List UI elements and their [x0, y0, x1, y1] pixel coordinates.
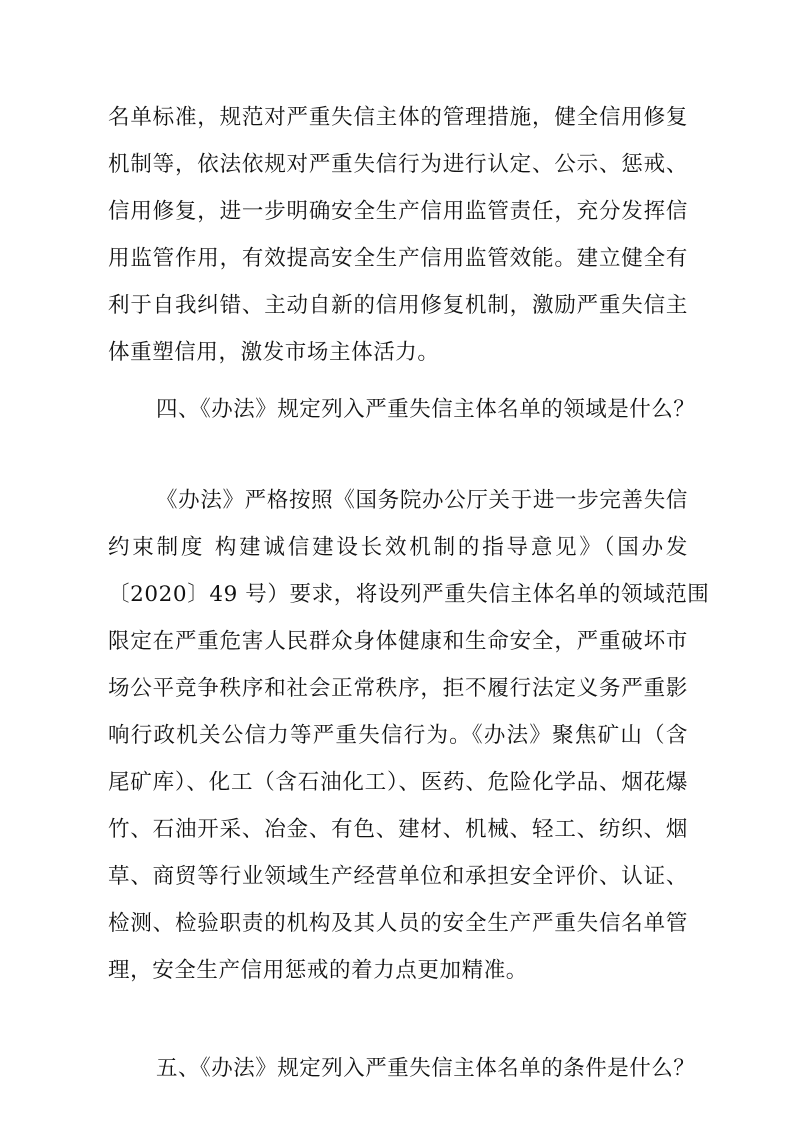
section-heading: 四、《办法》规定列入严重失信主体名单的领域是什么？ [156, 397, 696, 422]
paragraph-line: 检测、检验职责的机构及其人员的安全生产严重失信名单管 [108, 911, 688, 936]
paragraph-line: 约束制度 构建诚信建设长效机制的指导意见》（国办发 [108, 535, 688, 560]
paragraph-line: 草、商贸等行业领域生产经营单位和承担安全评价、认证、 [108, 864, 688, 889]
section-heading: 五、《办法》规定列入严重失信主体名单的条件是什么？ [156, 1056, 696, 1081]
paragraph-line: 尾矿库）、化工（含石油化工）、医药、危险化学品、烟花爆 [108, 770, 688, 795]
paragraph-line: 竹、石油开采、冶金、有色、建材、机械、轻工、纺织、烟 [108, 817, 688, 842]
paragraph-line: 利于自我纠错、主动自新的信用修复机制，激励严重失信主 [108, 293, 688, 318]
paragraph-line: 用监管作用，有效提高安全生产信用监管效能。建立健全有 [108, 246, 688, 271]
paragraph-line: 限定在严重危害人民群众身体健康和生命安全，严重破坏市 [108, 629, 688, 654]
paragraph-line: 《办法》严格按照《国务院办公厅关于进一步完善失信 [156, 488, 688, 513]
paragraph-line: 机制等，依法依规对严重失信行为进行认定、公示、惩戒、 [108, 152, 688, 177]
paragraph-line: 〔2020〕49 号）要求，将设列严重失信主体名单的领域范围 [108, 582, 710, 607]
paragraph-line: 场公平竞争秩序和社会正常秩序，拒不履行法定义务严重影 [108, 676, 688, 701]
paragraph-line: 信用修复，进一步明确安全生产信用监管责任，充分发挥信 [108, 199, 688, 224]
paragraph-line: 响行政机关公信力等严重失信行为。《办法》聚焦矿山（含 [108, 723, 688, 748]
paragraph-line: 理，安全生产信用惩戒的着力点更加精准。 [108, 958, 528, 983]
paragraph-line: 体重塑信用，激发市场主体活力。 [108, 340, 440, 365]
paragraph-line: 名单标准，规范对严重失信主体的管理措施，健全信用修复 [108, 105, 688, 130]
